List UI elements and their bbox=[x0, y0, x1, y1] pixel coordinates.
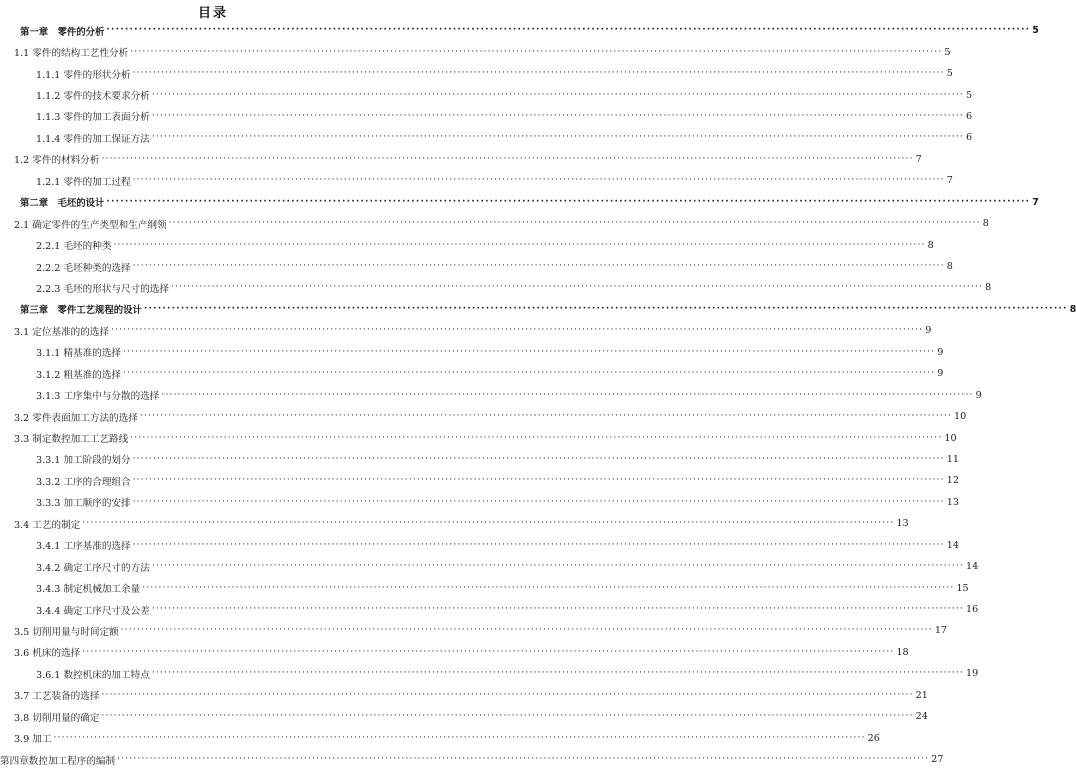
toc-entry-label: 1.1.1 零件的形状分析 bbox=[36, 69, 131, 81]
toc-entry[interactable] bbox=[0, 620, 948, 641]
toc-entry-label: 2.1 确定零件的生产类型和生产纲领 bbox=[14, 219, 167, 231]
toc-leader-dots: ········································································································································································································ bbox=[123, 346, 936, 357]
toc-page-number: 26 bbox=[867, 732, 880, 744]
toc-entry[interactable] bbox=[0, 577, 969, 598]
toc-leader-dots: ········································································································································································································ bbox=[151, 132, 964, 143]
toc-entry[interactable] bbox=[0, 663, 979, 684]
toc-leader-dots: ········································································································································································································ bbox=[117, 754, 930, 765]
toc-entry-label: 3.3 制定数控加工工艺路线 bbox=[14, 434, 129, 446]
toc-leader-dots: ········································································································································································································ bbox=[130, 46, 943, 57]
toc-entry-label: 3.1 定位基准的的选择 bbox=[14, 326, 110, 338]
toc-page-number: 9 bbox=[925, 325, 932, 337]
toc-leader-dots: ········································································································································································································ bbox=[139, 411, 953, 422]
toc-leader-dots: ········································································································································································································ bbox=[132, 261, 945, 272]
toc-leader-dots: ········································································································································································································ bbox=[132, 496, 945, 507]
toc-entry[interactable] bbox=[0, 406, 967, 427]
toc-entry-label: 3.4.3 制定机械加工余量 bbox=[36, 584, 141, 596]
toc-entry[interactable] bbox=[0, 384, 982, 405]
toc-page-number: 7 bbox=[1032, 196, 1039, 208]
toc-leader-dots: ········································································································································································································ bbox=[130, 432, 943, 443]
toc-page-number: 24 bbox=[915, 711, 928, 723]
toc-page-number: 7 bbox=[915, 153, 922, 165]
toc-leader-dots: ········································································································································································································ bbox=[123, 368, 936, 379]
toc-entry[interactable] bbox=[0, 427, 957, 448]
toc-page-number: 9 bbox=[975, 389, 982, 401]
toc-leader-dots: ········································································································································································································ bbox=[111, 325, 924, 336]
toc-leader-dots: ········································································································································································································ bbox=[132, 453, 945, 464]
toc-entry-label: 3.3.3 加工顺序的安排 bbox=[36, 498, 131, 510]
toc-page-number: 19 bbox=[965, 668, 979, 680]
toc-entry[interactable] bbox=[0, 63, 953, 84]
toc-entry[interactable] bbox=[0, 299, 1076, 320]
toc-entry-label: 3.4.1 工序基准的选择 bbox=[36, 541, 131, 553]
toc-leader-dots: ········································································································································································································ bbox=[120, 625, 933, 636]
toc-entry-label: 第四章数控加工程序的编制 bbox=[0, 755, 116, 767]
toc-page-number: 14 bbox=[965, 561, 979, 573]
toc-leader-dots: ········································································································································································································ bbox=[132, 175, 945, 186]
toc-entry[interactable] bbox=[0, 706, 928, 727]
toc-entry-label: 1.1 零件的结构工艺性分析 bbox=[14, 48, 129, 60]
toc-page-number: 6 bbox=[965, 110, 973, 122]
toc-entry-label: 3.2 零件表面加工方法的选择 bbox=[14, 412, 138, 424]
toc-leader-dots: ········································································································································································································ bbox=[171, 282, 984, 293]
table-of-contents bbox=[0, 20, 1076, 770]
toc-entry[interactable] bbox=[0, 84, 973, 105]
toc-entry[interactable] bbox=[0, 685, 928, 706]
toc-page-number: 13 bbox=[896, 518, 909, 530]
toc-page-number: 5 bbox=[946, 68, 953, 80]
toc-page-number: 12 bbox=[946, 475, 960, 487]
toc-leader-dots: ········································································································································································································ bbox=[106, 196, 1031, 207]
toc-page-number: 10 bbox=[954, 411, 967, 423]
toc-entry-label: 2.2.3 毛坯的形状与尺寸的选择 bbox=[36, 283, 169, 295]
toc-page-number: 14 bbox=[946, 539, 960, 551]
toc-entry[interactable] bbox=[0, 106, 973, 127]
toc-entry[interactable] bbox=[0, 213, 989, 234]
toc-entry-label: 3.4.2 确定工序尺寸的方法 bbox=[36, 562, 150, 574]
toc-page-number: 9 bbox=[937, 346, 944, 358]
toc-leader-dots: ········································································································································································································ bbox=[151, 110, 964, 121]
toc-entry-label: 第二章 毛坯的设计 bbox=[20, 198, 105, 210]
toc-page-number: 16 bbox=[965, 604, 979, 616]
toc-leader-dots: ········································································································································································································ bbox=[113, 239, 926, 250]
toc-page-number: 27 bbox=[931, 754, 944, 766]
toc-page-number: 10 bbox=[944, 432, 957, 444]
toc-entry-label: 3.8 切削用量的确定 bbox=[14, 712, 100, 724]
toc-entry-label: 2.2.2 毛坯种类的选择 bbox=[36, 262, 131, 274]
toc-entry[interactable] bbox=[0, 20, 1039, 41]
toc-page-number: 15 bbox=[956, 582, 969, 594]
toc-leader-dots: ········································································································································································································ bbox=[142, 582, 955, 593]
toc-entry-label: 1.2.1 零件的加工过程 bbox=[36, 176, 131, 188]
toc-page-number: 9 bbox=[937, 368, 944, 380]
toc-entry-label: 第三章 零件工艺规程的设计 bbox=[20, 305, 142, 317]
toc-entry[interactable] bbox=[0, 470, 960, 491]
toc-leader-dots: ········································································································································································································ bbox=[151, 89, 964, 100]
toc-entry-label: 3.3.2 工序的合理组合 bbox=[36, 476, 131, 488]
toc-entry[interactable] bbox=[0, 556, 979, 577]
toc-entry-label: 1.2 零件的材料分析 bbox=[14, 155, 100, 167]
toc-page-number: 18 bbox=[896, 646, 909, 658]
toc-entry[interactable] bbox=[0, 256, 953, 277]
toc-leader-dots: ········································································································································································································ bbox=[101, 711, 914, 722]
toc-page-number: 5 bbox=[944, 46, 951, 58]
toc-entry-label: 3.3.1 加工阶段的划分 bbox=[36, 455, 131, 467]
toc-page-number: 8 bbox=[985, 282, 992, 294]
toc-leader-dots: ········································································································································································································ bbox=[168, 218, 981, 229]
toc-entry[interactable] bbox=[0, 41, 951, 62]
toc-entry[interactable] bbox=[0, 363, 944, 384]
toc-entry-label: 1.1.2 零件的技术要求分析 bbox=[36, 91, 150, 103]
toc-entry-label: 3.1.3 工序集中与分散的选择 bbox=[36, 391, 160, 403]
toc-page-number: 17 bbox=[934, 625, 948, 637]
toc-page-number: 21 bbox=[915, 689, 928, 701]
toc-page-number: 11 bbox=[946, 453, 960, 465]
toc-leader-dots: ········································································································································································································ bbox=[161, 389, 974, 400]
toc-leader-dots: ········································································································································································································ bbox=[151, 604, 964, 615]
toc-entry[interactable] bbox=[0, 342, 944, 363]
toc-entry[interactable] bbox=[0, 149, 922, 170]
toc-entry-label: 3.1.1 精基准的选择 bbox=[36, 348, 122, 360]
toc-leader-dots: ········································································································································································································ bbox=[132, 68, 945, 79]
toc-page-number: 8 bbox=[1069, 303, 1076, 315]
toc-entry-label: 1.1.3 零件的加工表面分析 bbox=[36, 112, 150, 124]
toc-entry[interactable] bbox=[0, 535, 960, 556]
toc-entry-label: 1.1.4 零件的加工保证方法 bbox=[36, 133, 150, 145]
toc-entry[interactable] bbox=[0, 320, 932, 341]
toc-leader-dots: ········································································································································································································ bbox=[143, 303, 1068, 314]
toc-entry-label: 第一章 零件的分析 bbox=[20, 26, 105, 38]
toc-leader-dots: ········································································································································································································ bbox=[101, 689, 914, 700]
toc-leader-dots: ········································································································································································································ bbox=[151, 561, 964, 572]
toc-leader-dots: ········································································································································································································ bbox=[101, 153, 914, 164]
toc-page-number: 8 bbox=[946, 261, 953, 273]
toc-entry[interactable] bbox=[0, 599, 979, 620]
toc-leader-dots: ········································································································································································································ bbox=[106, 25, 1031, 36]
toc-entry-label: 3.5 切削用量与时间定额 bbox=[14, 626, 119, 638]
toc-entry[interactable] bbox=[0, 749, 944, 770]
toc-entry[interactable] bbox=[0, 449, 960, 470]
toc-page-number: 8 bbox=[927, 239, 934, 251]
toc-leader-dots: ········································································································································································································ bbox=[132, 539, 945, 550]
toc-page-number: 5 bbox=[965, 89, 973, 101]
toc-entry-label: 3.7 工艺装备的选择 bbox=[14, 691, 100, 703]
toc-page-number: 6 bbox=[965, 132, 973, 144]
toc-page-number: 8 bbox=[982, 218, 989, 230]
toc-entry[interactable] bbox=[0, 492, 960, 513]
toc-leader-dots: ········································································································································································································ bbox=[53, 732, 866, 743]
toc-entry-label: 3.1.2 粗基准的选择 bbox=[36, 369, 122, 381]
toc-leader-dots: ········································································································································································································ bbox=[151, 668, 964, 679]
toc-page-number: 5 bbox=[1032, 25, 1039, 37]
toc-entry-label: 3.9 加工 bbox=[14, 734, 52, 746]
toc-entry[interactable] bbox=[0, 170, 953, 191]
toc-entry-label: 2.2.1 毛坯的种类 bbox=[36, 241, 112, 253]
toc-entry-label: 3.6 机床的选择 bbox=[14, 648, 81, 660]
toc-entry-label: 3.6.1 数控机床的加工特点 bbox=[36, 669, 150, 681]
toc-entry[interactable] bbox=[0, 277, 992, 298]
toc-entry[interactable] bbox=[0, 727, 880, 748]
toc-entry-label: 3.4 工艺的制定 bbox=[14, 519, 81, 531]
toc-entry[interactable] bbox=[0, 192, 1039, 213]
toc-entry-label: 3.4.4 确定工序尺寸及公差 bbox=[36, 605, 150, 617]
page-title: 目录 bbox=[197, 6, 228, 21]
toc-page-number: 13 bbox=[946, 496, 960, 508]
toc-entry[interactable] bbox=[0, 642, 909, 663]
toc-entry[interactable] bbox=[0, 234, 934, 255]
toc-leader-dots: ········································································································································································································ bbox=[82, 646, 895, 657]
toc-entry[interactable] bbox=[0, 127, 973, 148]
toc-leader-dots: ········································································································································································································ bbox=[82, 518, 895, 529]
toc-leader-dots: ········································································································································································································ bbox=[132, 475, 945, 486]
toc-page-number: 7 bbox=[946, 175, 953, 187]
toc-entry[interactable] bbox=[0, 513, 909, 534]
